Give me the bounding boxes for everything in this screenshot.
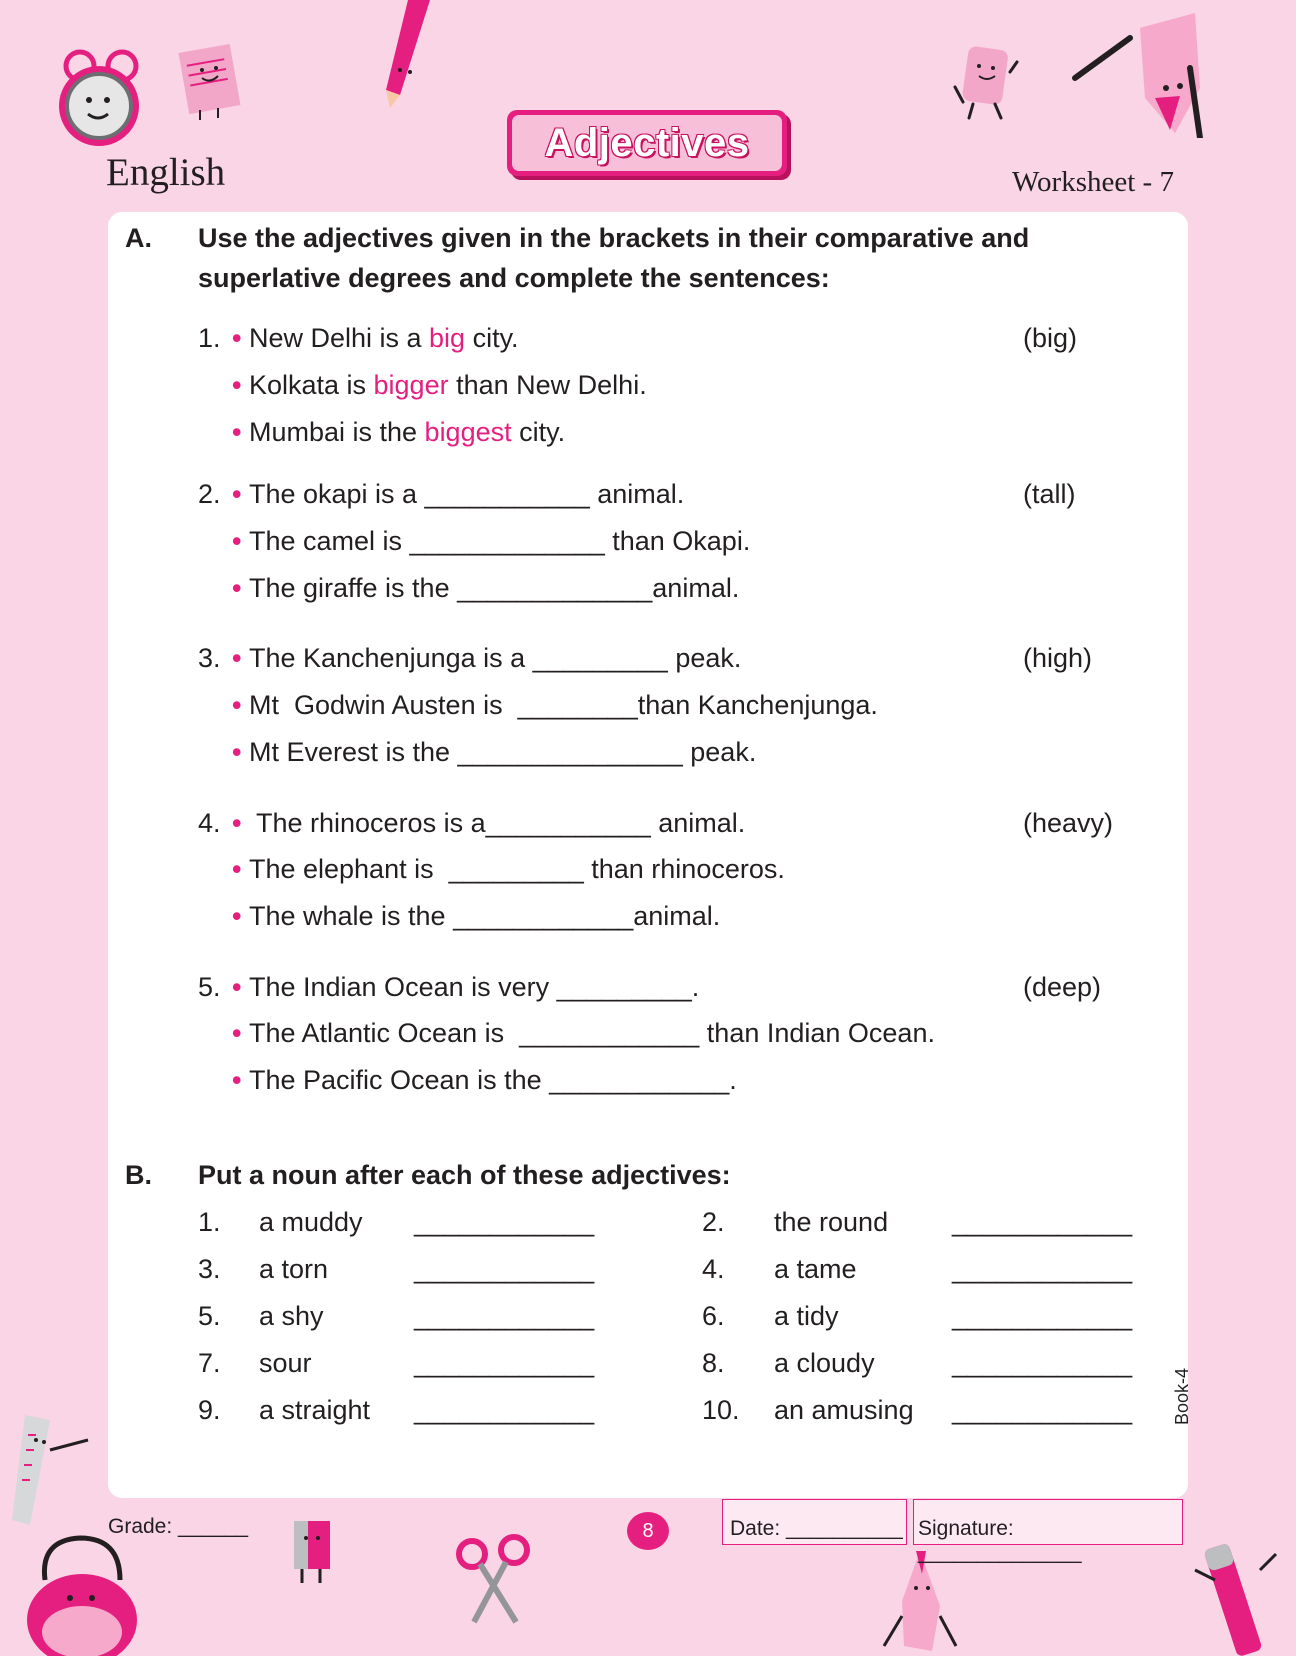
answer-line: • Mumbai is the biggest city.	[232, 417, 566, 447]
noun-blank[interactable]: ____________	[952, 1254, 1133, 1284]
question-hint: (deep)	[1023, 972, 1102, 1002]
question-number: 3.	[198, 643, 221, 673]
signature-label: Signature: ______________	[918, 1517, 1082, 1564]
eraser-icon	[945, 42, 1025, 122]
grade-field[interactable]: Grade: ______	[108, 1515, 249, 1538]
noun-blank[interactable]: ____________	[414, 1207, 595, 1237]
noun-blank[interactable]: ____________	[414, 1395, 595, 1425]
section-a-instruction-line1: Use the adjectives given in the brackets in their comparative and	[198, 223, 1030, 253]
item-phrase: a muddy	[259, 1207, 363, 1237]
noun-blank[interactable]: ____________	[952, 1301, 1133, 1331]
section-b-instruction: Put a noun after each of these adjectives:	[198, 1160, 731, 1190]
section-a-instruction-line2: superlative degrees and complete the sentences:	[198, 263, 830, 293]
fill-in-line[interactable]: • The camel is _____________ than Okapi.	[232, 526, 751, 556]
question-hint: (heavy)	[1023, 808, 1114, 838]
fill-in-line[interactable]: • The giraffe is the _____________animal.	[232, 573, 740, 603]
date-label: Date: __________	[730, 1517, 903, 1540]
fill-in-line[interactable]: • Mt Everest is the _______________ peak.	[232, 737, 757, 767]
pen-icon	[1190, 1540, 1280, 1656]
question-number: 2.	[198, 479, 221, 509]
bag-icon	[20, 1520, 150, 1656]
date-field[interactable]	[722, 1499, 907, 1545]
page-number-badge	[627, 1512, 669, 1550]
item-phrase: an amusing	[774, 1395, 914, 1425]
item-number: 8.	[702, 1348, 725, 1378]
signature-field[interactable]	[913, 1499, 1183, 1564]
item-phrase: sour	[259, 1348, 312, 1378]
item-phrase: a tidy	[774, 1301, 839, 1331]
fill-in-line[interactable]: • The rhinoceros is a___________ animal.	[232, 808, 746, 838]
item-number: 3.	[198, 1254, 221, 1284]
section-b-letter: B.	[125, 1160, 152, 1190]
fill-in-line[interactable]: • The okapi is a ___________ animal.	[232, 479, 685, 509]
noun-blank[interactable]: ____________	[952, 1395, 1133, 1425]
title-banner	[507, 110, 787, 176]
item-number: 4.	[702, 1254, 725, 1284]
item-number: 6.	[702, 1301, 725, 1331]
pencil-character-icon	[1070, 8, 1210, 138]
fill-in-line[interactable]: • The Pacific Ocean is the ____________.	[232, 1065, 737, 1095]
fill-in-line[interactable]: • The Indian Ocean is very _________.	[232, 972, 700, 1002]
fill-in-line[interactable]: • The whale is the ____________animal.	[232, 901, 721, 931]
notepad-icon	[170, 42, 250, 122]
item-number: 10.	[702, 1395, 740, 1425]
fill-in-line[interactable]: • The Kanchenjunga is a _________ peak.	[232, 643, 742, 673]
noun-blank[interactable]: ____________	[414, 1254, 595, 1284]
scissors-icon	[454, 1534, 534, 1624]
question-hint: (tall)	[1023, 479, 1076, 509]
noun-blank[interactable]: ____________	[952, 1348, 1133, 1378]
item-number: 2.	[702, 1207, 725, 1237]
page-title: Adjectives	[544, 120, 750, 165]
noun-blank[interactable]: ____________	[952, 1207, 1133, 1237]
pencil-icon	[378, 0, 438, 110]
worksheet-panel	[108, 212, 1188, 1498]
book-label: Book-4	[1172, 1367, 1192, 1425]
noun-blank[interactable]: ____________	[414, 1301, 595, 1331]
item-phrase: a tame	[774, 1254, 857, 1284]
fill-in-line[interactable]: • Mt Godwin Austen is ________than Kanchenjunga.	[232, 690, 878, 720]
page-number: 8	[642, 1519, 654, 1542]
item-number: 1.	[198, 1207, 221, 1237]
sharpener-icon	[284, 1516, 344, 1586]
item-number: 7.	[198, 1348, 221, 1378]
noun-blank[interactable]: ____________	[414, 1348, 595, 1378]
item-phrase: a cloudy	[774, 1348, 875, 1378]
item-phrase: a torn	[259, 1254, 329, 1284]
question-hint: (high)	[1023, 643, 1093, 673]
item-number: 5.	[198, 1301, 221, 1331]
item-phrase: a shy	[259, 1301, 324, 1331]
ruler-icon	[10, 1410, 90, 1530]
question-hint: (big)	[1023, 323, 1078, 353]
fill-in-line[interactable]: • The Atlantic Ocean is ____________ than Indian Ocean.	[232, 1018, 935, 1048]
question-number: 5.	[198, 972, 221, 1002]
question-number: 4.	[198, 808, 221, 838]
worksheet-number: Worksheet - 7	[1012, 166, 1174, 198]
item-number: 9.	[198, 1395, 221, 1425]
question-number: 1.	[198, 323, 221, 353]
answer-line: • Kolkata is bigger than New Delhi.	[232, 370, 647, 400]
section-a-letter: A.	[125, 223, 152, 253]
alarm-clock-icon	[52, 44, 147, 154]
item-phrase: a straight	[259, 1395, 371, 1425]
subject-label: English	[106, 151, 226, 194]
answer-line: • New Delhi is a big city.	[232, 323, 519, 353]
fill-in-line[interactable]: • The elephant is _________ than rhinoceros.	[232, 854, 785, 884]
item-phrase: the round	[774, 1207, 889, 1237]
